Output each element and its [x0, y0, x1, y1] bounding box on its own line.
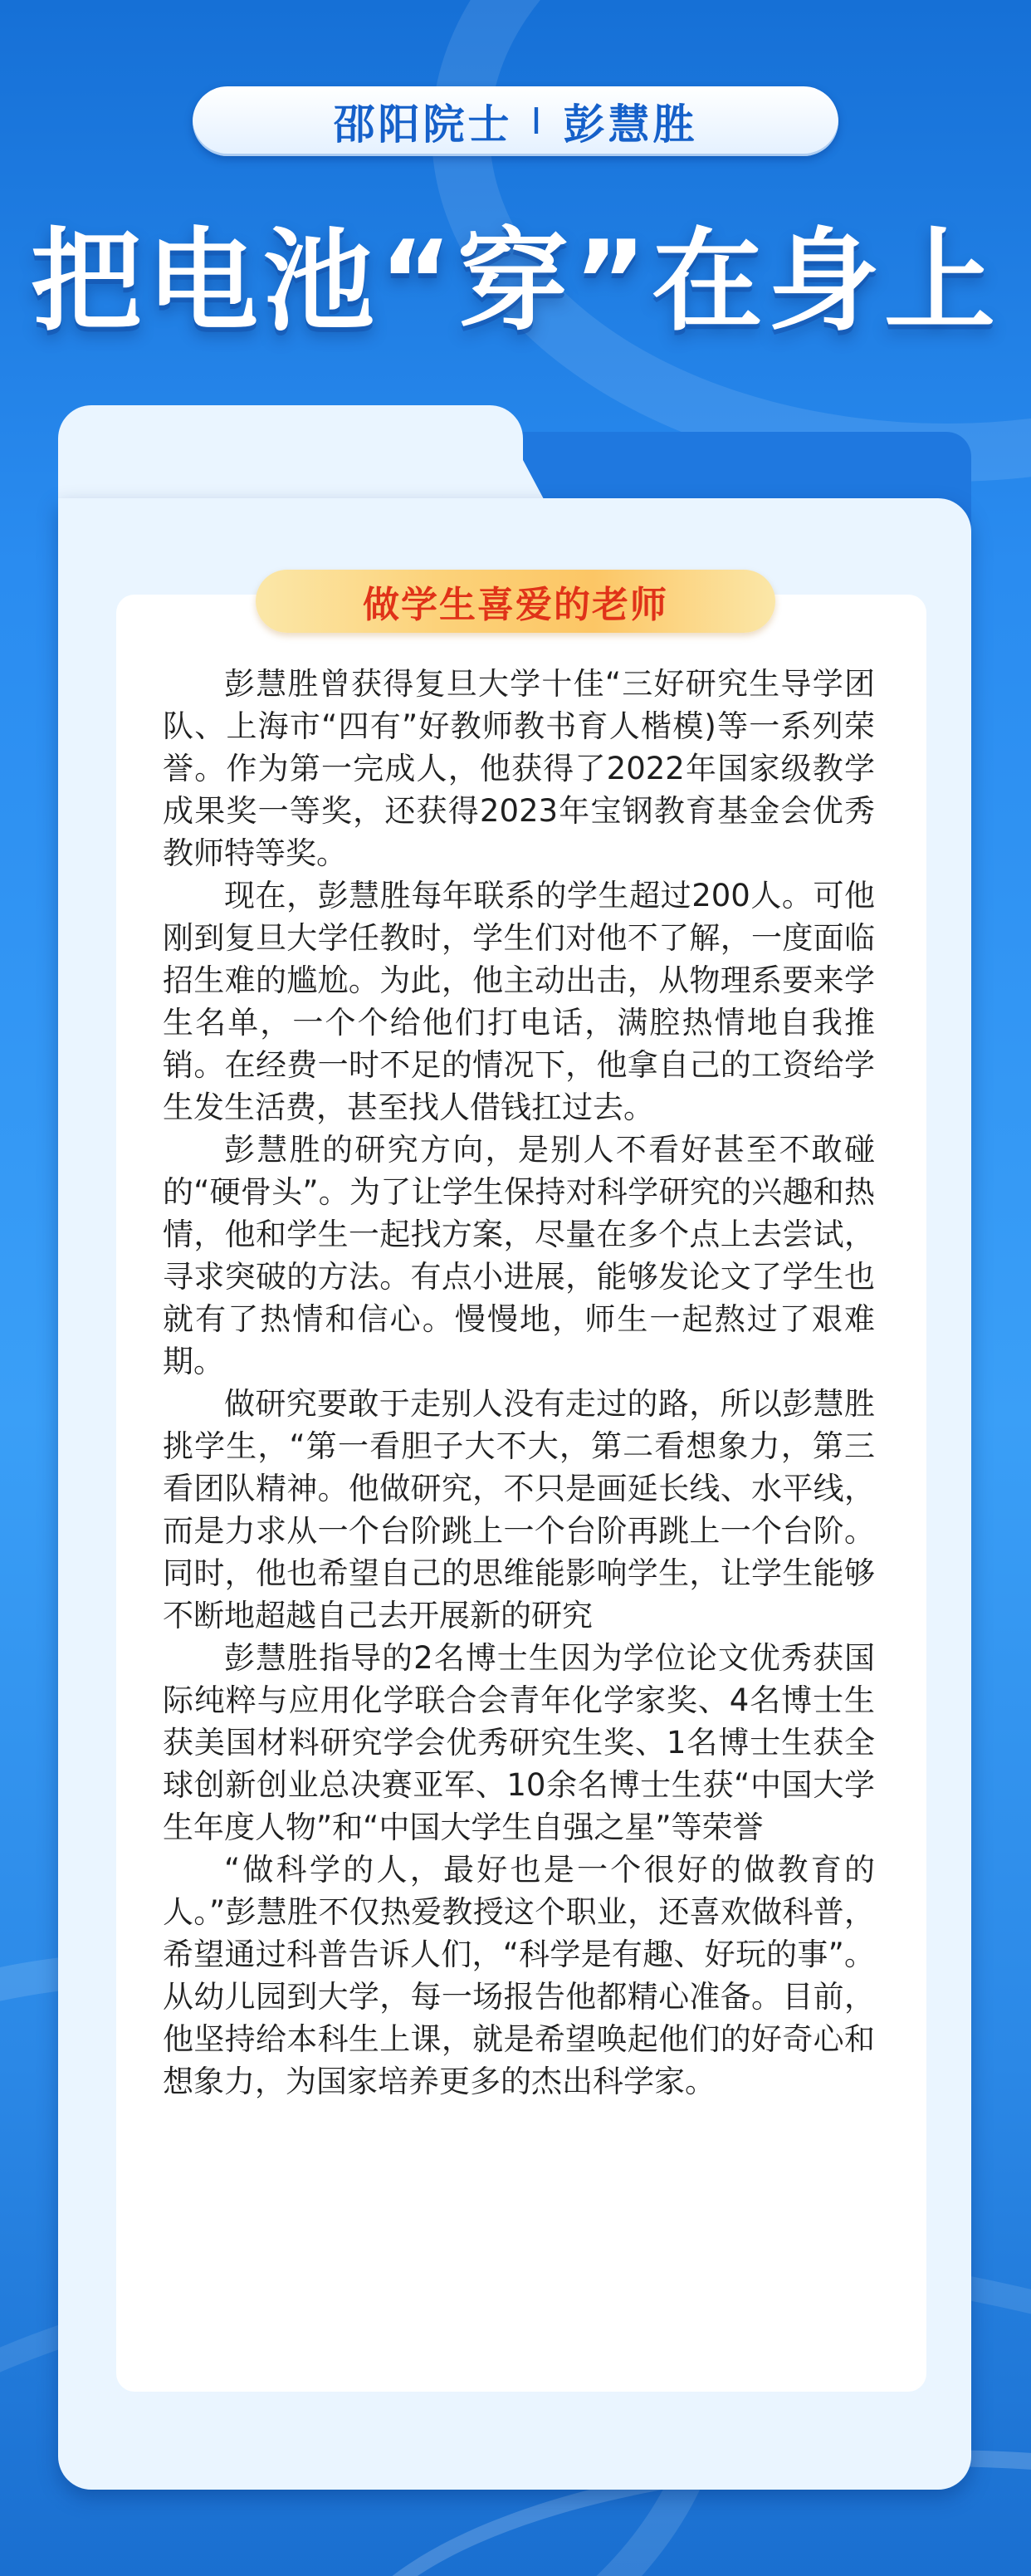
- article-body: [163, 663, 875, 2103]
- header-pill: [193, 86, 838, 156]
- header-left-text: 邵阳院士: [333, 100, 513, 149]
- section-badge: [256, 570, 775, 633]
- header-right-text: 彭慧胜: [563, 100, 698, 149]
- article-paragraph: 做研究要敢于走别人没有走过的路，所以彭慧胜挑学生，“第一看胆子大不大，第二看想象力，第三看团队精神。他做研究，不只是画延长线、水平线，而是力求从一个台阶跳上一个台阶再跳上一个台阶。同时，他也希望自己的思维能影响学生，让学生能够不断地超越自己去开展新的研究: [163, 1386, 875, 1633]
- page-title: 把电池“穿”在身上: [30, 217, 1001, 346]
- article-paragraph: 彭慧胜曾获得复旦大学十佳“三好研究生导学团队、上海市“四有”好教师教书育人楷模)等一系列荣誉。作为第一完成人，他获得了2022年国家级教学成果奖一等奖，还获得2023年宝钢教育基金会优秀教师特等奖。: [163, 666, 875, 871]
- article-paragraph: 彭慧胜的研究方向，是别人不看好甚至不敢碰的“硬骨头”。为了让学生保持对科学研究的兴趣和热情，他和学生一起找方案，尽量在多个点上去尝试，寻求突破的方法。有点小进展，能够发论文了学生也就有了热情和信心。慢慢地，师生一起熬过了艰难期。: [163, 1132, 875, 1379]
- header-separator: I: [530, 100, 545, 143]
- article-paragraph: 现在，彭慧胜每年联系的学生超过200人。可他刚到复旦大学任教时，学生们对他不了解，一度面临招生难的尴尬。为此，他主动出击，从物理系要来学生名单，一个个给他们打电话，满腔热情地自我推销。在经费一时不足的情况下，他拿自己的工资给学生发生活费，甚至找人借钱扛过去。: [163, 878, 875, 1125]
- section-badge-label: 做学生喜爱的老师: [363, 584, 668, 626]
- article-paragraph: “做科学的人，最好也是一个很好的做教育的人。”彭慧胜不仅热爱教授这个职业，还喜欢做科普，希望通过科普告诉人们，“科学是有趣、好玩的事”。从幼儿园到大学，每一场报告他都精心准备。目前，他坚持给本科生上课，就是希望唤起他们的好奇心和想象力，为国家培养更多的杰出科学家。: [163, 1852, 875, 2099]
- article-paragraph: 彭慧胜指导的2名博士生因为学位论文优秀获国际纯粹与应用化学联合会青年化学家奖、4名博士生获美国材料研究学会优秀研究生奖、1名博士生获全球创新创业总决赛亚军、10余名博士生获“中国大学生年度人物”和“中国大学生自强之星”等荣誉: [163, 1640, 875, 1845]
